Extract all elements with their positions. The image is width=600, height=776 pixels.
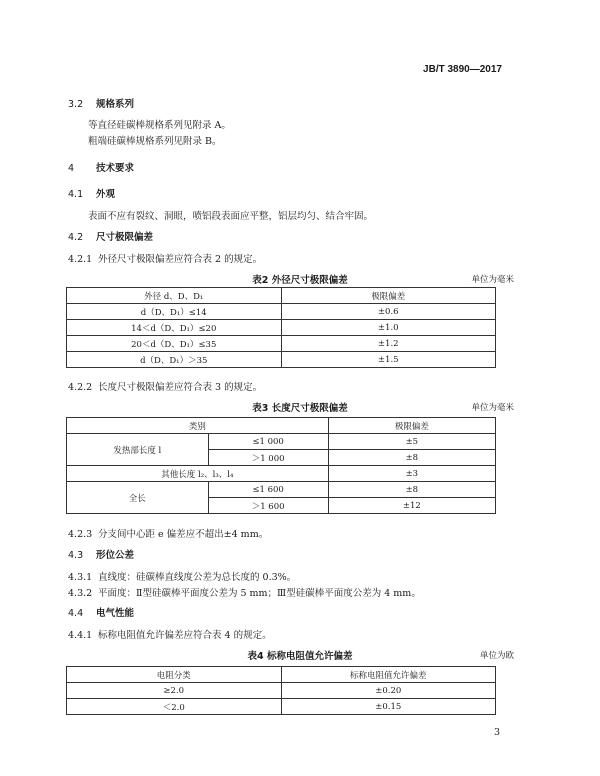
table-cell: 发热部长度 l	[67, 434, 209, 466]
clause-text: 标称电阻值允许偏差应符合表 4 的规定。	[98, 630, 272, 641]
table-row	[67, 683, 496, 699]
clause-number: 4.2.1	[68, 254, 93, 265]
table-cell: ＞1 600	[208, 498, 328, 514]
table-cell: ＞1 000	[208, 450, 328, 466]
table-row	[67, 699, 496, 715]
table-row	[67, 304, 496, 320]
table-cell: ±0.20	[281, 683, 496, 699]
table-cell: ≤1 000	[208, 434, 328, 450]
clause-text: 分支间中心距 e 偏差应不超出±4 mm。	[98, 529, 269, 540]
section-number: 4.2	[68, 232, 84, 243]
table-cell: ±0.6	[281, 304, 496, 320]
section-4-4-heading	[68, 605, 134, 619]
table-row	[67, 482, 496, 498]
table-row	[67, 466, 496, 482]
table-cell: 其他长度 l₂、l₃、l₄	[67, 466, 329, 482]
clause-4-2-1	[68, 251, 262, 265]
section-number: 4.4	[68, 608, 84, 619]
table-row	[67, 336, 496, 352]
table-cell: ±1.5	[281, 352, 496, 368]
table-header: 极限偏差	[328, 418, 495, 434]
paragraph: 等直径硅碳棒规格系列见附录 A。	[88, 120, 231, 131]
section-4-2-heading	[68, 229, 153, 243]
clause-number: 4.3.2	[68, 588, 93, 599]
paragraph: 表面不应有裂纹、洞眼，喷铝段表面应平整，铝层均匀、结合牢固。	[88, 211, 374, 222]
table-cell: 20＜d（D、D₁）≤35	[67, 336, 282, 352]
standard-number: JB/T 3890—2017	[423, 64, 502, 75]
table-3-caption: 表3 长度尺寸极限偏差	[252, 403, 348, 414]
table-row	[67, 320, 496, 336]
paragraph: 粗端硅碳棒规格系列见附录 B。	[88, 136, 222, 147]
clause-number: 4.3.1	[68, 572, 93, 583]
table-cell: ±3	[328, 466, 495, 482]
section-title: 规格系列	[96, 99, 135, 110]
section-title: 外观	[96, 189, 116, 200]
clause-text: 平面度：Ⅱ型硅碳棒平面度公差为 5 mm；Ⅲ型硅碳棒平面度公差为 4 mm。	[98, 588, 421, 599]
clause-text: 长度尺寸极限偏差应符合表 3 的规定。	[98, 382, 263, 393]
section-number: 3.2	[68, 99, 84, 110]
table-header: 类别	[67, 418, 329, 434]
table-2	[66, 287, 496, 368]
section-4-3-heading	[68, 547, 134, 561]
section-title: 技术要求	[96, 163, 135, 174]
section-3-2-heading	[68, 96, 134, 110]
table-cell: ±5	[328, 434, 495, 450]
table-header: 外径 d、D、D₁	[67, 288, 282, 304]
clause-4-4-1	[68, 627, 272, 641]
table-4-unit: 单位为欧	[479, 651, 514, 661]
table-cell: ±1.0	[281, 320, 496, 336]
clause-4-2-2	[68, 379, 262, 393]
table-cell: d（D、D₁）＞35	[67, 352, 282, 368]
section-number: 4	[68, 163, 75, 174]
table-4-caption: 表4 标称电阻值允许偏差	[247, 651, 353, 662]
table-4	[66, 666, 496, 715]
page-number: 3	[493, 727, 500, 738]
table-header: 电阻分类	[67, 667, 282, 683]
section-4-heading	[68, 160, 134, 174]
clause-number: 4.4.1	[68, 630, 93, 641]
table-cell: 全长	[67, 482, 209, 514]
section-4-1-heading	[68, 186, 115, 200]
section-title: 形位公差	[96, 550, 135, 561]
clause-4-2-3	[68, 526, 268, 540]
clause-4-3-1	[68, 569, 296, 583]
table-cell: d（D、D₁）≤14	[67, 304, 282, 320]
clause-number: 4.2.3	[68, 529, 93, 540]
section-title: 尺寸极限偏差	[96, 232, 154, 243]
clause-text: 直线度：硅碳棒直线度公差为总长度的 0.3%。	[98, 572, 297, 583]
table-cell: 14＜d（D、D₁）≤20	[67, 320, 282, 336]
section-number: 4.1	[68, 189, 84, 200]
table-cell: ±8	[328, 482, 495, 498]
table-header: 极限偏差	[281, 288, 496, 304]
table-cell: ±0.15	[281, 699, 496, 715]
table-row	[67, 434, 496, 450]
table-cell: ≥2.0	[67, 683, 282, 699]
clause-4-3-2	[68, 585, 421, 599]
table-cell: ±1.2	[281, 336, 496, 352]
section-title: 电气性能	[96, 608, 135, 619]
table-2-unit: 单位为毫米	[471, 275, 514, 285]
table-cell: ±8	[328, 450, 495, 466]
table-3	[66, 417, 496, 514]
table-cell: ±12	[328, 498, 495, 514]
clause-text: 外径尺寸极限偏差应符合表 2 的规定。	[98, 254, 263, 265]
table-2-caption: 表2 外径尺寸极限偏差	[252, 275, 348, 286]
section-number: 4.3	[68, 550, 84, 561]
table-3-unit: 单位为毫米	[471, 403, 514, 413]
table-row	[67, 352, 496, 368]
table-cell: ≤1 600	[208, 482, 328, 498]
table-cell: ＜2.0	[67, 699, 282, 715]
clause-number: 4.2.2	[68, 382, 93, 393]
table-header: 标称电阻值允许偏差	[281, 667, 496, 683]
